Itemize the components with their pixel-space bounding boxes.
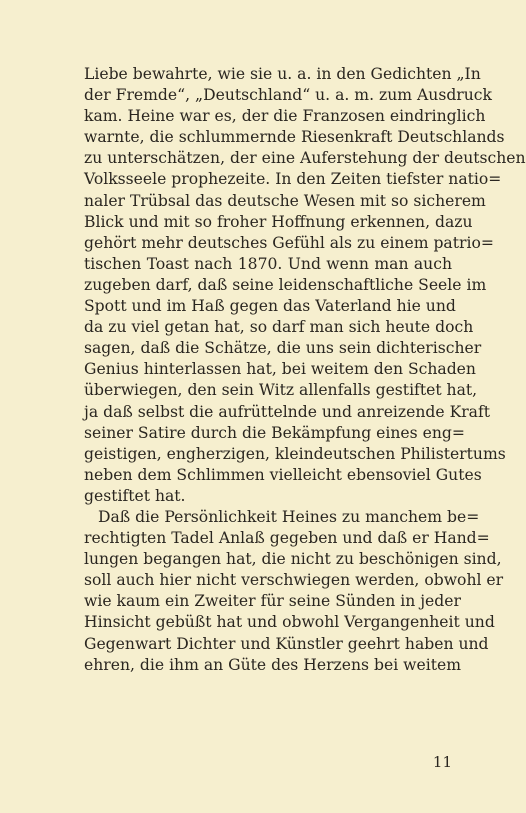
text-line: ja daß selbst die aufrüttelnde und anreizende Kraft [84,402,491,421]
page-number: 11 [432,753,452,771]
paragraph-start-line: Daß die Persönlichkeit Heines zu manchem be= [98,507,480,526]
body-text [84,64,526,676]
text-line: Blick und mit so froher Hoffnung erkennen, dazu [84,212,473,231]
text-line: Spott und im Haß gegen das Vaterland hie und [84,297,456,316]
text-line: sagen, daß die Schätze, die uns sein dichterischer [84,339,482,358]
text-line: der Fremde“, „Deutschland“ u. a. m. zum Ausdruck [84,86,492,105]
text-line: kam. Heine war es, der die Franzosen eindringlich [84,107,486,126]
text-line: überwiegen, den sein Witz allenfalls gestiftet hat, [84,381,478,400]
text-line: gehört mehr deutsches Gefühl als zu einem patrio= [84,233,494,252]
text-line: geistigen, engherzigen, kleindeutschen Philistertums [84,444,506,463]
text-line: wie kaum ein Zweiter für seine Sünden in jeder [84,592,461,611]
text-line: ehren, die ihm an Güte des Herzens bei weitem [84,655,461,674]
text-line: Gegenwart Dichter und Künstler geehrt haben und [84,634,489,653]
text-line: tischen Toast nach 1870. Und wenn man auch [84,254,452,273]
text-line: Hinsicht gebüßt hat und obwohl Vergangenheit und [84,613,495,632]
text-line: seiner Satire durch die Bekämpfung eines eng= [84,423,465,442]
paragraph-end-line: gestiftet hat. [84,486,186,505]
text-line: zu unterschätzen, der eine Auferstehung der deutschen [84,149,526,168]
text-line: rechtigten Tadel Anlaß gegeben und daß er Hand= [84,529,490,548]
text-line: zugeben darf, daß seine leidenschaftliche Seele im [84,275,487,294]
text-line: Liebe bewahrte, wie sie u. a. in den Gedichten „In [84,65,481,83]
text-line: neben dem Schlimmen vielleicht ebensoviel Gutes [84,465,482,484]
text-line: Volksseele prophezeite. In den Zeiten tiefster natio= [84,170,502,189]
text-line: soll auch hier nicht verschwiegen werden, obwohl er [84,571,504,590]
text-line: lungen begangen hat, die nicht zu beschönigen sind, [84,550,502,569]
text-line: naler Trübsal das deutsche Wesen mit so sicherem [84,191,486,210]
text-line: da zu viel getan hat, so darf man sich heute doch [84,318,474,337]
text-line: warnte, die schlummernde Riesenkraft Deutschlands [84,128,505,147]
text-line: Genius hinterlassen hat, bei weitem den Schaden [84,360,476,379]
